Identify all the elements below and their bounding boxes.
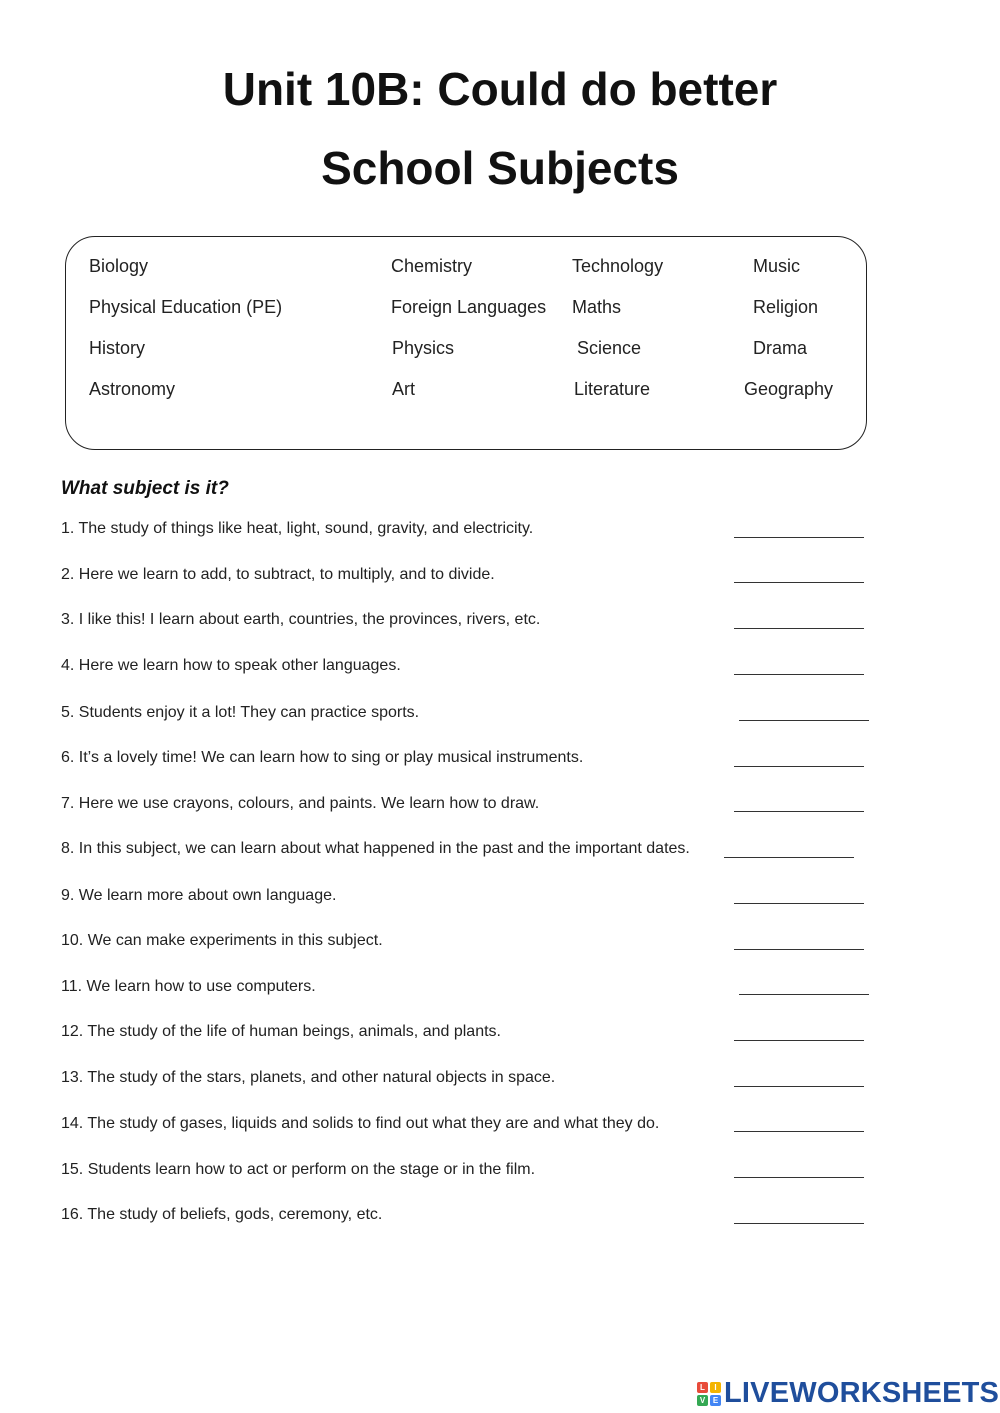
word-bank-item: Chemistry [391, 256, 473, 276]
brand-name: LIVEWORKSHEETS [724, 1377, 1000, 1409]
logo-letter: V [697, 1395, 708, 1406]
word-bank-box [65, 236, 867, 450]
answer-blank[interactable] [734, 1040, 864, 1041]
logo-letter: E [710, 1395, 721, 1406]
answer-blank[interactable] [734, 628, 864, 629]
word-bank-item: Astronomy [89, 379, 176, 399]
word-bank-item: Physics [392, 338, 455, 358]
question-text: 10. We can make experiments in this subject. [61, 932, 383, 949]
logo-letter: I [710, 1382, 721, 1393]
answer-blank[interactable] [734, 811, 864, 812]
answer-blank[interactable] [734, 949, 864, 950]
word-bank-item: Religion [753, 297, 819, 317]
logo-letter: L [697, 1382, 708, 1393]
worksheet-title: Unit 10B: Could do better [222, 63, 778, 115]
question-text: 16. The study of beliefs, gods, ceremony, etc. [61, 1206, 383, 1223]
question-text: 4. Here we learn how to speak other languages. [61, 657, 401, 674]
question-text: 6. It’s a lovely time! We can learn how to sing or play musical instruments. [61, 749, 584, 766]
question-text: 15. Students learn how to act or perform on the stage or in the film. [61, 1161, 536, 1178]
answer-blank[interactable] [739, 720, 869, 721]
word-bank-item: Geography [744, 379, 834, 399]
word-bank-item: Science [577, 338, 642, 358]
word-bank-item: Art [392, 379, 416, 399]
answer-blank[interactable] [734, 1086, 864, 1087]
answer-blank[interactable] [734, 1131, 864, 1132]
word-bank-item: Maths [572, 297, 622, 317]
liveworksheets-brand[interactable] [697, 1379, 999, 1408]
question-text: 7. Here we use crayons, colours, and paints. We learn how to draw. [61, 795, 540, 812]
question-text: 5. Students enjoy it a lot! They can practice sports. [61, 704, 420, 721]
answer-blank[interactable] [734, 1177, 864, 1178]
answer-blank[interactable] [734, 674, 864, 675]
word-bank-item: Foreign Languages [391, 297, 547, 317]
word-bank-item: History [89, 338, 146, 358]
word-bank-item: Drama [753, 338, 808, 358]
word-bank-item: Physical Education (PE) [89, 297, 283, 317]
word-bank-item: Technology [572, 256, 664, 276]
answer-blank[interactable] [734, 903, 864, 904]
question-text: 12. The study of the life of human beings, animals, and plants. [61, 1023, 501, 1040]
liveworksheets-logo-icon [697, 1382, 721, 1406]
question-text: 1. The study of things like heat, light, sound, gravity, and electricity. [61, 520, 534, 537]
question-text: 11. We learn how to use computers. [61, 978, 316, 995]
question-text: 13. The study of the stars, planets, and other natural objects in space. [61, 1069, 556, 1086]
answer-blank[interactable] [724, 857, 854, 858]
question-text: 8. In this subject, we can learn about what happened in the past and the important dates. [61, 840, 690, 857]
answer-blank[interactable] [734, 1223, 864, 1224]
word-bank-item: Biology [89, 256, 149, 276]
question-text: 2. Here we learn to add, to subtract, to multiply, and to divide. [61, 566, 495, 583]
question-text: 3. I like this! I learn about earth, countries, the provinces, rivers, etc. [61, 611, 541, 628]
section-heading: What subject is it? [61, 478, 229, 499]
question-text: 14. The study of gases, liquids and solids to find out what they are and what they do. [61, 1115, 660, 1132]
answer-blank[interactable] [734, 537, 864, 538]
answer-blank[interactable] [734, 766, 864, 767]
answer-blank[interactable] [734, 582, 864, 583]
question-text: 9. We learn more about own language. [61, 887, 337, 904]
word-bank-item: Literature [574, 379, 651, 399]
worksheet-subtitle: School Subjects [321, 142, 679, 194]
word-bank-item: Music [753, 256, 801, 276]
answer-blank[interactable] [739, 994, 869, 995]
